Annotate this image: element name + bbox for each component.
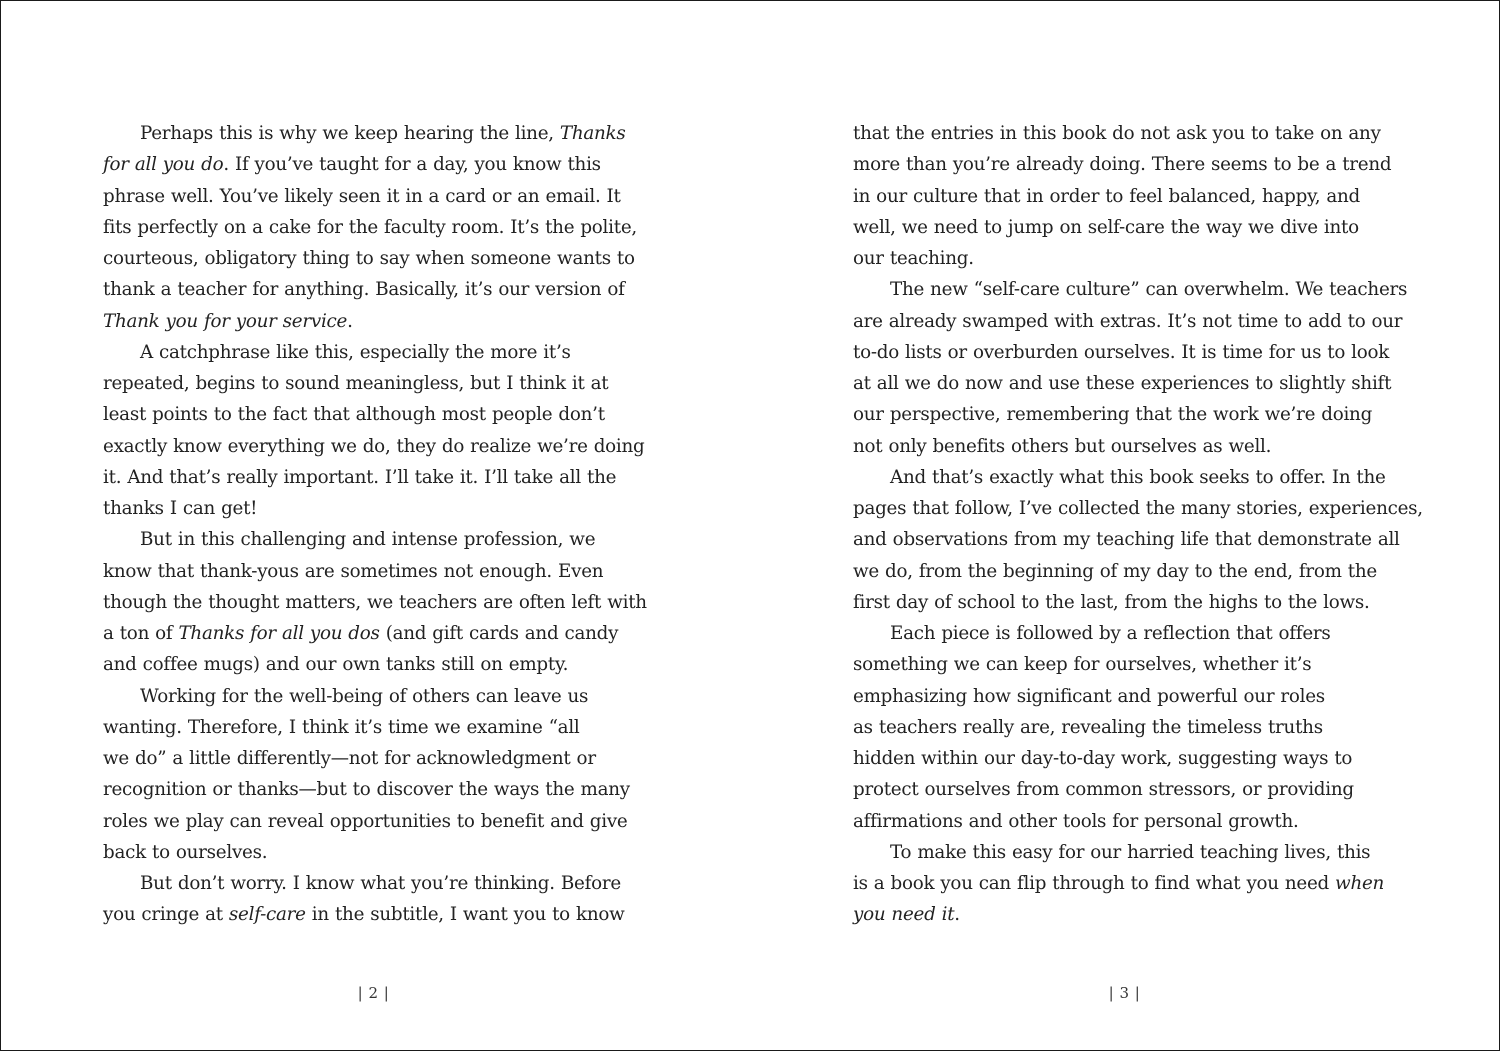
text-line (103, 149, 663, 180)
text-line (103, 212, 663, 243)
text-line (853, 337, 1413, 368)
text-segment: And that’s exactly what this book seeks to offer. In the (890, 466, 1386, 488)
text-segment: . If you’ve taught for a day, you know this (223, 154, 601, 176)
text-segment: hidden within our day-to-day work, suggesting ways to (853, 748, 1353, 769)
text-line (853, 462, 1413, 493)
text-line (853, 493, 1423, 524)
text-segment: emphasizing how significant and powerful our roles (853, 685, 1325, 707)
text-line (853, 274, 1413, 305)
text-line (103, 774, 663, 805)
text-segment: in our culture that in order to feel balanced, happy, and (853, 185, 1360, 207)
text-segment: roles we play can reveal opportunities to benefit and give (103, 810, 628, 832)
text-segment: A catchphrase like this, especially the more it’s (140, 341, 571, 363)
text-line (853, 806, 1413, 837)
text-line (853, 149, 1413, 180)
text-line (853, 212, 1413, 243)
text-segment: in the subtitle, I want you to know (305, 904, 625, 926)
text-segment: protect ourselves from common stressors, or providing (853, 779, 1354, 801)
text-line (103, 118, 663, 149)
left-page-body (103, 118, 663, 931)
text-segment: repeated, begins to sound meaningless, but I think it at (103, 373, 609, 394)
text-segment: it. And that’s really important. I’ll take it. I’ll take all the (103, 466, 617, 488)
text-segment: To make this easy for our harried teaching lives, this (890, 841, 1371, 863)
text-segment: though the thought matters, we teachers are often left with (103, 591, 647, 613)
text-line (103, 274, 663, 305)
text-segment: our teaching. (853, 248, 974, 269)
italic-text: you need it (853, 904, 955, 926)
text-line (103, 868, 663, 899)
right-page (750, 1, 1499, 1050)
text-segment: Each piece is followed by a reflection that offers (890, 623, 1331, 644)
text-line (103, 181, 663, 212)
text-line (853, 399, 1413, 430)
text-segment: know that thank-yous are sometimes not enough. Even (103, 560, 604, 582)
italic-text: Thanks for all you dos (178, 623, 380, 644)
text-segment: is a book you can flip through to find what you need (853, 873, 1336, 894)
left-page (1, 1, 750, 1050)
text-segment: to-do lists or overburden ourselves. It is time for us to look (853, 341, 1390, 363)
italic-text: for all you do (103, 154, 224, 176)
text-segment: least points to the fact that although most people don’t (103, 404, 605, 426)
text-line (103, 899, 663, 930)
text-line (103, 618, 663, 649)
text-line (103, 556, 663, 587)
text-line (853, 118, 1413, 149)
text-line (103, 524, 663, 555)
text-line (103, 368, 663, 399)
text-segment: . (347, 310, 353, 332)
text-segment: wanting. Therefore, I think it’s time we examine “all (103, 716, 580, 738)
text-line (853, 556, 1413, 587)
text-segment: are already swamped with extras. It’s not time to add to our (853, 310, 1403, 332)
text-line (853, 743, 1413, 774)
right-page-body (853, 118, 1423, 931)
text-segment: recognition or thanks—but to discover the ways the many (103, 779, 630, 801)
text-segment: thanks I can get! (103, 498, 258, 519)
text-segment: we do, from the beginning of my day to the end, from the (853, 560, 1377, 582)
text-segment: more than you’re already doing. There seems to be a trend (853, 154, 1392, 176)
text-line (103, 837, 663, 868)
text-line (853, 868, 1413, 899)
text-line (103, 431, 663, 462)
text-segment: Perhaps this is why we keep hearing the line, (140, 123, 560, 144)
text-line (103, 399, 663, 430)
text-segment: as teachers really are, revealing the timeless truths (853, 716, 1323, 738)
right-page-number: | 3 | (1108, 984, 1141, 1002)
text-line (103, 681, 663, 712)
text-line (103, 806, 663, 837)
text-segment: our perspective, remembering that the work we’re doing (853, 404, 1373, 426)
italic-text: Thank you for your service (103, 310, 348, 332)
text-line (853, 306, 1413, 337)
text-line (853, 681, 1413, 712)
text-line (103, 649, 663, 680)
text-segment: affirmations and other tools for personal growth. (853, 810, 1299, 832)
text-segment: Working for the well-being of others can leave us (140, 685, 589, 707)
text-line (853, 774, 1413, 805)
text-line (853, 243, 1413, 274)
text-line (103, 462, 663, 493)
text-segment: a ton of (103, 623, 179, 644)
text-line (103, 337, 663, 368)
text-segment: first day of school to the last, from the highs to the lows. (853, 591, 1370, 613)
text-line (853, 181, 1413, 212)
text-segment: The new “self-care culture” can overwhelm. We teachers (890, 279, 1408, 301)
text-segment: exactly know everything we do, they do realize we’re doing (103, 435, 645, 457)
text-line (103, 743, 663, 774)
text-line (853, 712, 1413, 743)
text-segment: and observations from my teaching life that demonstrate all (853, 529, 1400, 551)
text-line (853, 524, 1413, 555)
text-line (853, 899, 1413, 930)
text-segment: . (954, 904, 960, 926)
text-segment: courteous, obligatory thing to say when someone wants to (103, 248, 635, 269)
text-segment: But don’t worry. I know what you’re thinking. Before (140, 873, 621, 894)
text-line (103, 243, 663, 274)
text-segment: thank a teacher for anything. Basically, it’s our version of (103, 279, 625, 301)
text-line (103, 587, 663, 618)
italic-text: Thanks (559, 123, 626, 144)
text-line (853, 587, 1413, 618)
text-line (853, 649, 1413, 680)
text-line (853, 837, 1413, 868)
text-segment: you cringe at (103, 904, 229, 926)
text-segment: pages that follow, I’ve collected the many stories, experiences, (853, 498, 1423, 519)
text-segment: not only benefits others but ourselves as well. (853, 435, 1272, 457)
text-segment: fits perfectly on a cake for the faculty room. It’s the polite, (103, 216, 637, 238)
text-segment: phrase well. You’ve likely seen it in a card or an email. It (103, 185, 621, 207)
text-segment: back to ourselves. (103, 841, 268, 863)
text-segment: and coffee mugs) and our own tanks still on empty. (103, 654, 569, 676)
italic-text: self-care (228, 904, 306, 926)
text-line (853, 618, 1413, 649)
left-page-number: | 2 | (357, 984, 390, 1002)
text-segment: well, we need to jump on self-care the way we dive into (853, 216, 1359, 238)
text-line (103, 306, 663, 337)
text-line (853, 431, 1413, 462)
italic-text: when (1335, 873, 1385, 894)
text-segment: we do” a little differently—not for acknowledgment or (103, 748, 596, 769)
text-line (103, 712, 663, 743)
text-line (103, 493, 663, 524)
text-segment: (and gift cards and candy (379, 623, 619, 644)
text-segment: something we can keep for ourselves, whether it’s (853, 654, 1312, 676)
text-segment: that the entries in this book do not ask you to take on any (853, 123, 1381, 144)
text-segment: at all we do now and use these experiences to slightly shift (853, 373, 1392, 394)
text-line (853, 368, 1413, 399)
text-segment: But in this challenging and intense profession, we (140, 529, 596, 551)
